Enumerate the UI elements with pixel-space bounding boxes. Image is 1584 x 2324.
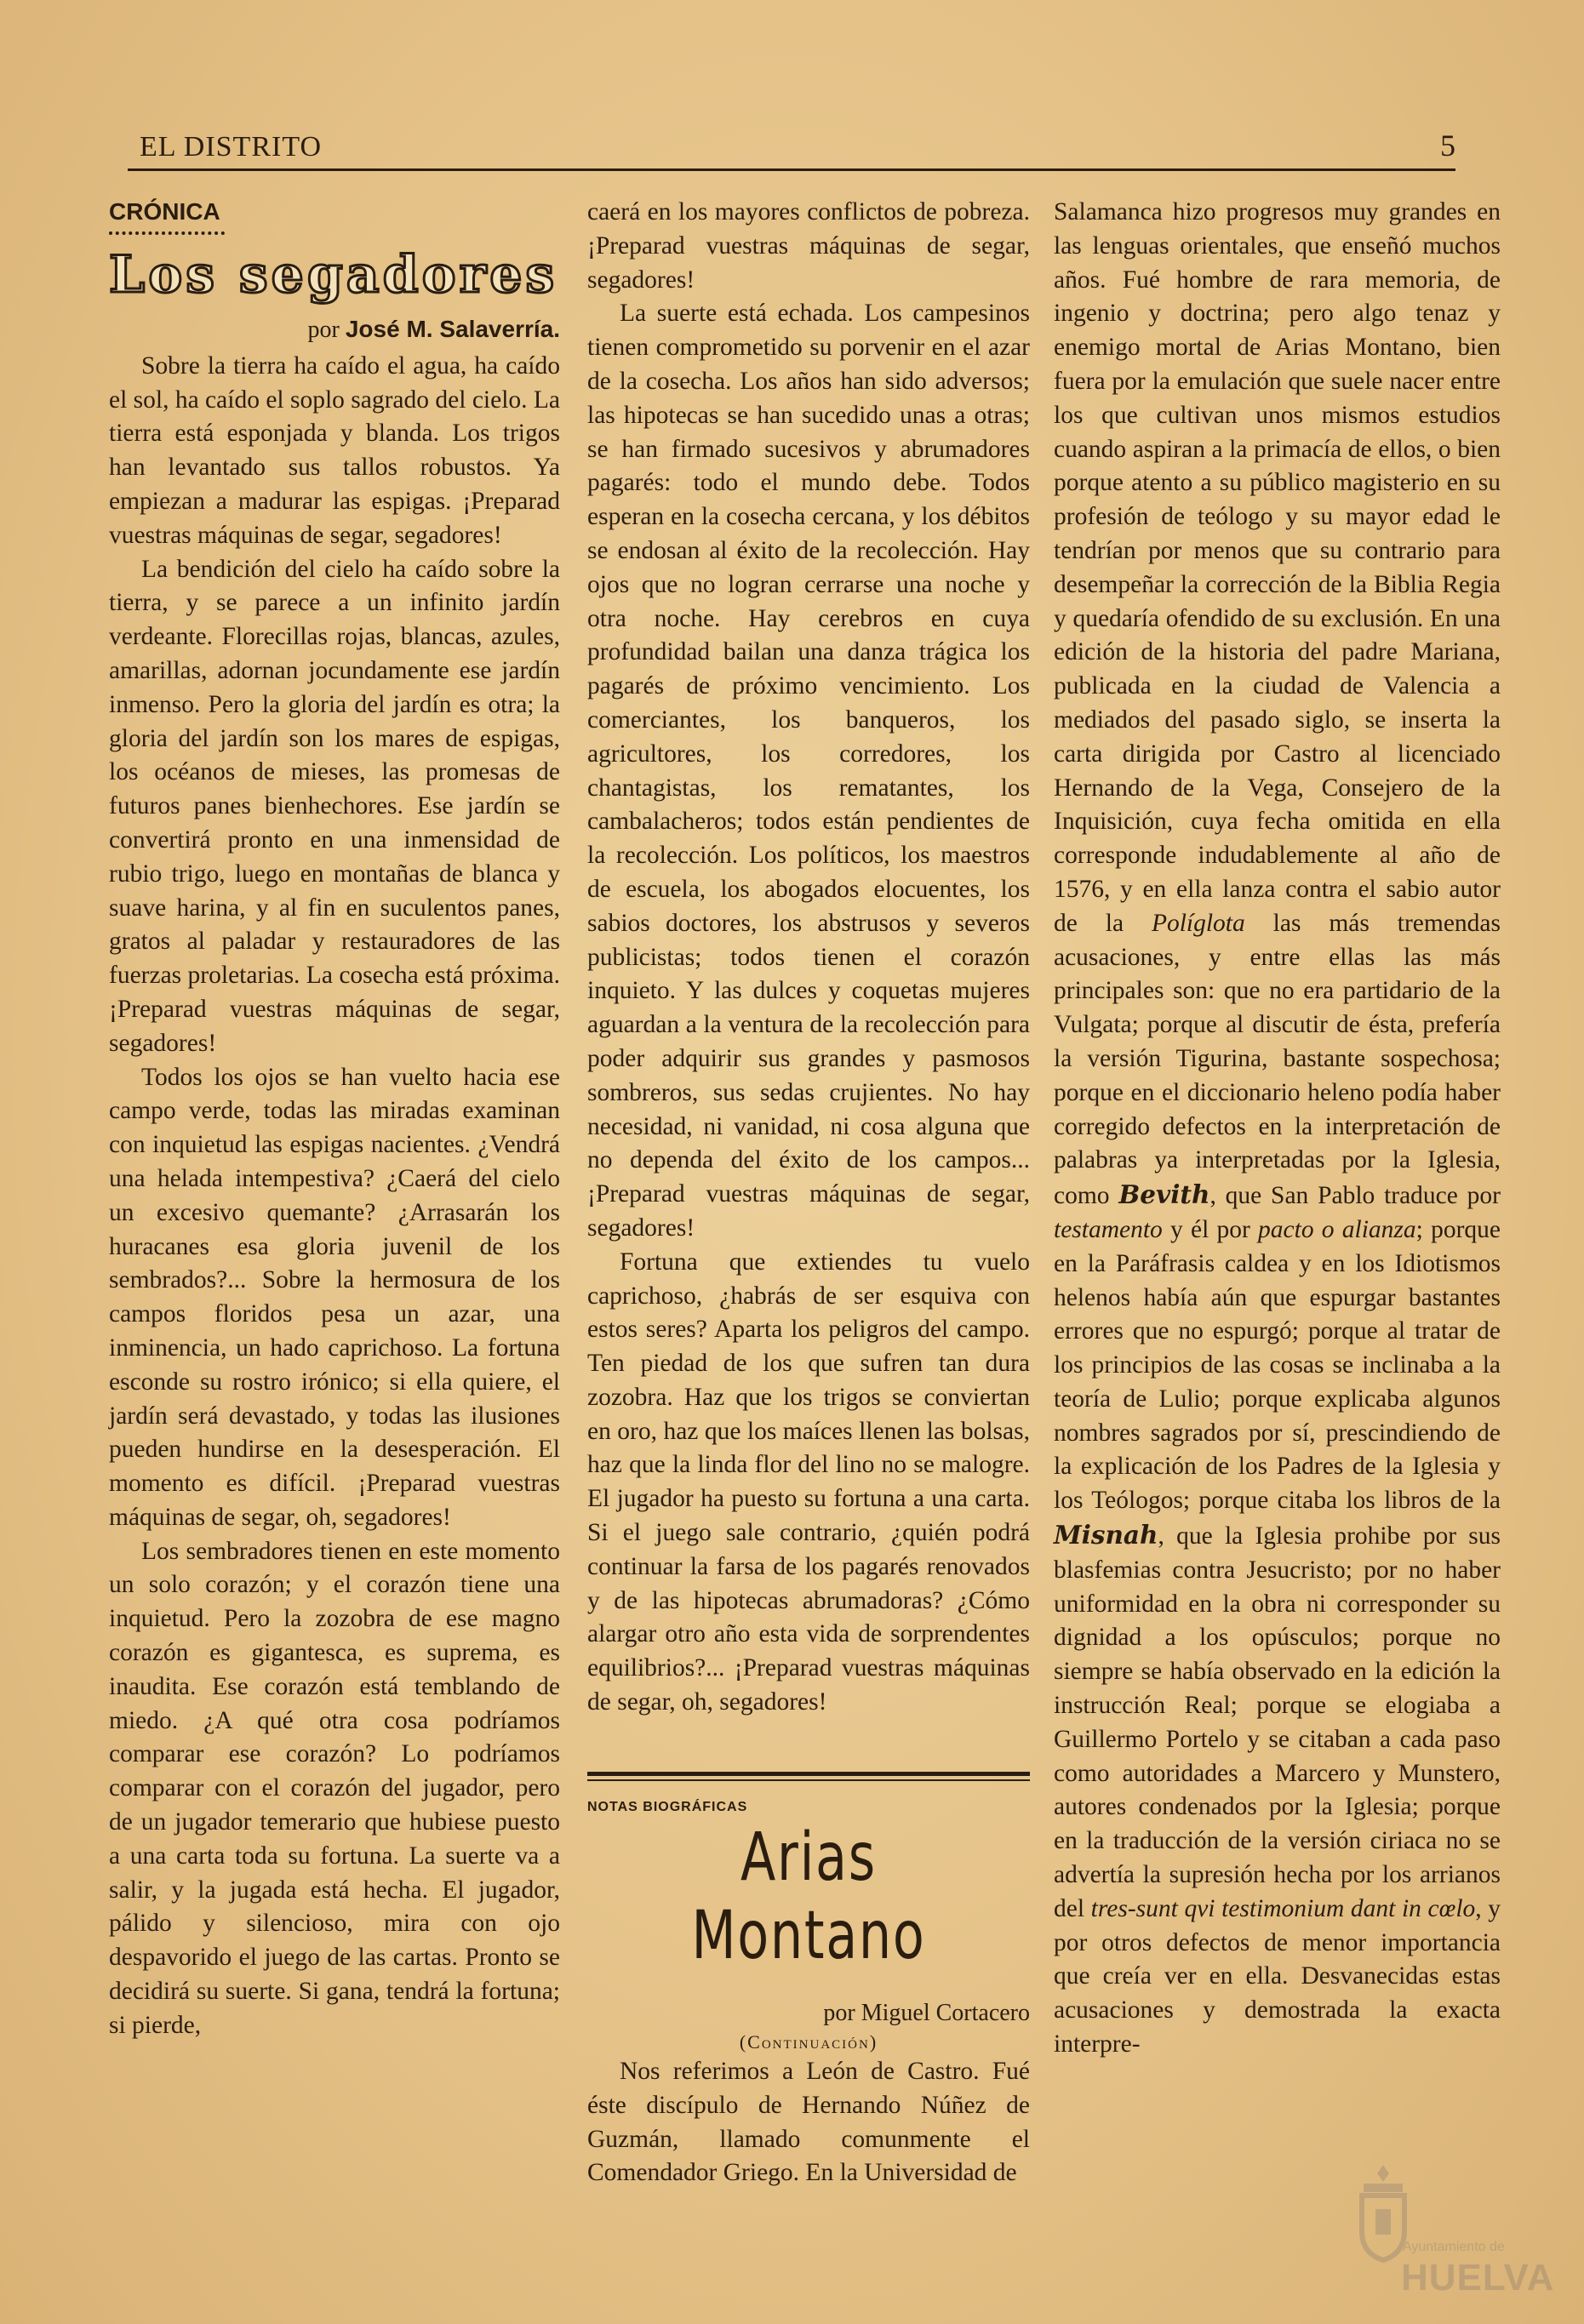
article-byline [109, 313, 560, 346]
gothic-term: Misnah [1054, 1520, 1158, 1550]
text-run: , que San Pablo traduce por [1209, 1182, 1501, 1210]
text-run: , que la Iglesia prohibe por sus blasfemias contra Jesucristo; por no haber uniformidad en la obra ni corresponder su dignidad a los opúsculos; porque no siempre se había observado en la edición la instrucción Real; porque se elogiaba a Guillermo Portelo y se citaban a cada paso como autoridades a Marcero y Munstero, autores condenados por la Iglesia; porque en la traducción de la versión ciriaca no se advertía la supresión hecha por los arrianos del [1054, 1522, 1501, 1922]
column-middle [587, 196, 1030, 2190]
bio-title: Arias Montano [691, 1819, 926, 1974]
separator-thick [587, 1772, 1030, 1776]
text-run: las más tremendas acusaciones, y entre ellas las más principales son: que no era partidario de la Vulgata; porque al discutir de ésta, prefería la versión Tigurina, bastante sospechosa; porque en el diccionario heleno podía haber corregido defectos en la interpretación de palabras ya interpretadas por la Iglesia, como [1054, 909, 1501, 1210]
page-number: 5 [1440, 128, 1455, 163]
italic-term: testamento [1054, 1215, 1163, 1243]
article-continuation [587, 196, 1030, 1760]
text-run: y él por [1170, 1215, 1250, 1243]
paragraph: Nos referimos a León de Castro. Fué éste discípulo de Hernando Núñez de Guzmán, llamado comunmente el Comendador Griego. En la Universidad de [587, 2058, 1030, 2187]
watermark-logo [1353, 2161, 1555, 2298]
paragraph: Sobre la tierra ha caído el agua, ha caído el sol, ha caído el soplo sagrado del cielo. La tierra está esponjada y blanda. Los trigos han levantado sus tallos robustos. Ya empiezan a madurar las espigas. ¡Preparad vuestras máquinas de segar, segadores! [109, 351, 561, 549]
byline-author: José M. Salaverría. [345, 315, 560, 342]
paragraph: Todos los ojos se han vuelto hacia ese campo verde, todas las miradas examinan con inquietud las espigas nacientes. ¿Vendrá una helada intempestiva? ¿Caerá del cielo un excesivo quemante? ¿Arrasarán los huracanes esa gloria juvenil de los sembrados?... Sobre la hermosura de los campos floridos pesa un azar, una inminencia, un hado caprichoso. La fortuna esconde su rostro irónico; si ella quiere, el jardín será devastado, y todas las ilusiones pueden hundirse en la desesperación. El momento es difícil. ¡Preparad vuestras máquinas de segar, oh, segadores! [109, 1063, 560, 1531]
text-run: ; porque en la Paráfrasis caldea y en los Idiotismos helenos había aún que espurgar bastantes errores que no espurgó; porque al tratar de los principios de las cosas se inclinaba a la teoría de Lulio; porque explicaba algunos nombres sagrados por sí, prescindiendo de la explicación de los Padres de la Iglesia y los Teólogos; porque citaba los libros de la [1054, 1215, 1501, 1515]
separator-thin [587, 1779, 1030, 1781]
page-header [128, 128, 1455, 171]
column-right [1054, 196, 1501, 2062]
paragraph: La bendición del cielo ha caído sobre la tierra, y se parece a un infinito jardín verdeante. Florecillas rojas, blancas, azules, amarillas, adornan jocundamente ese jardín inmenso. Pero la gloria del jardín es otra; la gloria del jardín son los mares de espigas, los océanos de mieses, las promesas de futuros panes bienhechores. Ese jardín se convertirá pronto en una inmensidad de rubio trigo, luego en montañas de blanca y suave harina, y al fin en suculentos panes, gratos al paladar y restauradores de las fuerzas proletarias. La cosecha está próxima. ¡Preparad vuestras máquinas de segar, segadores! [109, 555, 560, 1057]
gothic-term: Bevith [1118, 1179, 1210, 1210]
bio-section-label: NOTAS BIOGRÁFICAS [587, 1800, 748, 1814]
paragraph: La suerte está echada. Los campesinos tienen comprometido su porvenir en el azar de la cosecha. Los años han sido adversos; las hipotecas se han sucedido unas a otras; se han firmado sucesivos y abrumadores pagarés: todo el mundo debe. Todos esperan en la cosecha cercana, y los débitos se endosan al éxito de la recolección. Hay ojos que no logran cerrarse una noche y otra noche. Hay cerebros en cuya profundidad bailan una danza trágica los pagarés de próximo vencimiento. Los comerciantes, los banqueros, los agricultores, los corredores, los chantagistas, los rematantes, los cambalacheros; todos están pendientes de la recolección. Los políticos, los maestros de escuela, los abogados elocuentes, los sabios doctores, los abstrusos y severos publicistas; todos tienen el corazón inquieto. Y las dulces y coquetas mujeres aguardan a la ventura de la recolección para poder adquirir sus grandes y pasmosos sombreros, sus sedas crujientes. No hay necesidad, ni vanidad, ni cosa alguna que no dependa del éxito de los campos... ¡Preparad vuestras máquinas de segar, segadores! [587, 300, 1030, 1242]
paragraph: Los sembradores tienen en este momento un solo corazón; y el corazón tiene una inquietud. Pero la zozobra de ese magno corazón es gigantesca, es suprema, es inaudita. Ese corazón está temblando de miedo. ¿A qué otra cosa podríamos comparar ese corazón? Lo podríamos comparar con el corazón del jugador, pero de un jugador temerario que hubiese puesto a una carta toda su fortuna. La suerte va a salir, y la jugada está hecha. El jugador, pálido y silencioso, mira con ojo despavorido el juego de las cartas. Pronto se decidirá su suerte. Si gana, tendrá la fortuna; si pierde, [109, 1537, 560, 2039]
text-run: , y por otros defectos de menor importancia que creía ver en ella. Desvanecidas estas acusaciones y demostrada la exacta interpre- [1054, 1894, 1501, 2058]
italic-term: pacto o alianza [1258, 1215, 1416, 1243]
paragraph [1054, 196, 1501, 2062]
italic-term: Políglota [1151, 909, 1245, 937]
italic-term: tres-sunt qvi testimonium dant in cœlo [1090, 1894, 1476, 1922]
newspaper-name: EL DISTRITO [140, 131, 323, 163]
watermark-city: HUELVA [1401, 2257, 1555, 2298]
paragraph: caerá en los mayores conflictos de pobreza. ¡Preparad vuestras máquinas de segar, segadores! [587, 198, 1030, 294]
text-run: Salamanca hizo progresos muy grandes en las lenguas orientales, que enseñó muchos años. Fué hombre de rara memoria, de ingenio y doctrina; pero algo tenaz y enemigo mortal de Arias Montano, bien fuera por la emulación que suele nacer entre los que cultivan unos mismos estudios cuando aspiran a la primacía de ellos, o bien porque atento a su público magisterio en su profesión de teólogo y su mayor edad le tendrían por menos que su contrario para desempeñar la corrección de la Biblia Regia y quedaría ofendido de su exclusión. En una edición de la historia del padre Mariana, publicada en la ciudad de Valencia a mediados del pasado siglo, se inserta la carta dirigida por Castro al licenciado Hernando de la Vega, Consejero de la Inquisición, cuya fecha omitida en ella corresponde indudablemente al año de 1576, y en ella lanza contra el sabio autor de la [1054, 198, 1501, 937]
article-title: Los segadores [109, 244, 558, 305]
bio-byline: por Miguel Cortacero [823, 2000, 1030, 2026]
paragraph: Fortuna que extiendes tu vuelo caprichoso, ¿habrás de ser esquiva con estos seres? Aparta los peligros del campo. Ten piedad de los que sufren tan dura zozobra. Haz que los trigos se conviertan en oro, haz que los maíces llenen las bolsas, haz que la linda flor del lino no se malogre. El jugador ha puesto su fortuna a una carta. Si el juego sale contrario, ¿quién podrá continuar la farsa de los pagarés renovados y de las hipotecas abrumadoras? ¿Cómo alargar otro año esta vida de sorprendentes equilibrios?... ¡Preparad vuestras máquinas de segar, oh, segadores! [587, 1248, 1030, 1716]
section-label: CRÓNICA [109, 198, 220, 225]
column-left [109, 196, 560, 2043]
dotted-rule [109, 231, 225, 240]
watermark-org: Ayuntamiento de [1403, 2240, 1505, 2254]
continuation-label: (Continuación) [739, 2031, 878, 2053]
byline-prefix: por [307, 316, 340, 343]
